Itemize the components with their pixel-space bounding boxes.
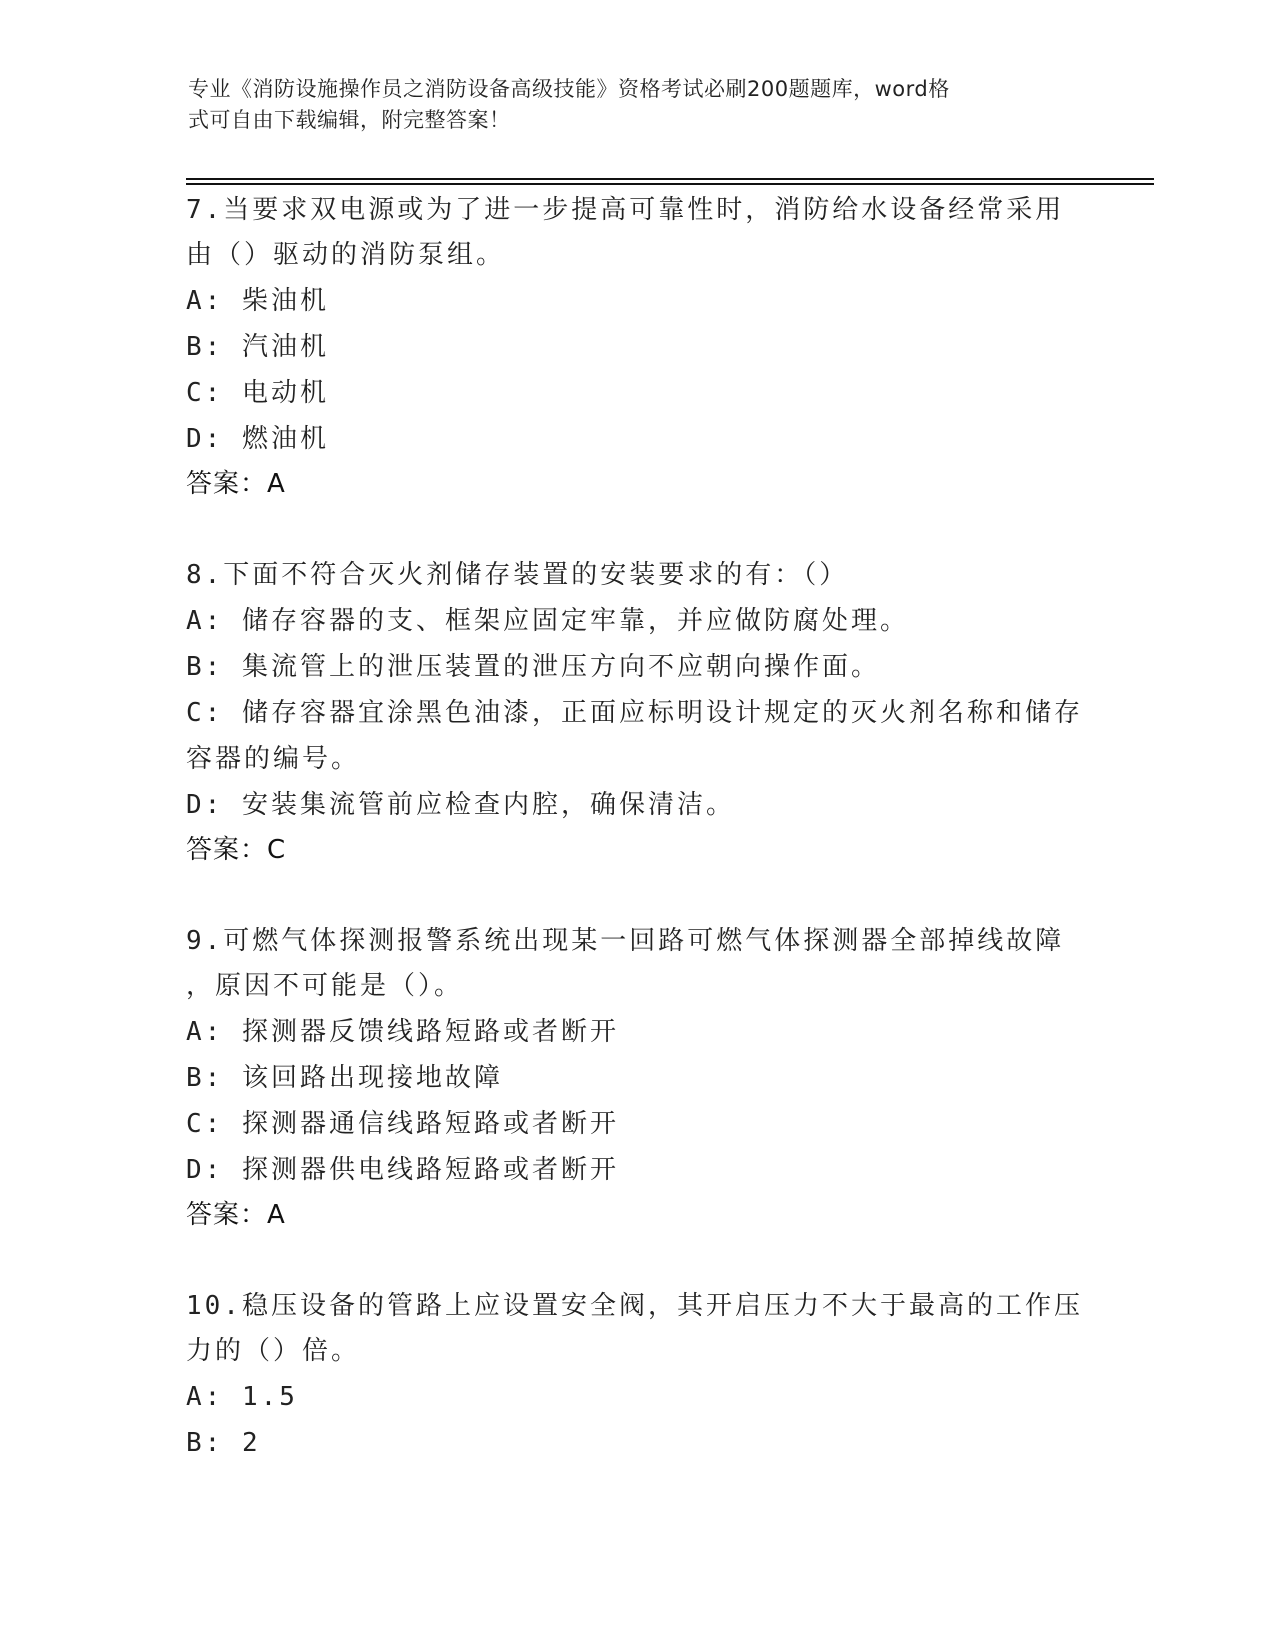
option-a: A: 储存容器的支、框架应固定牢靠，并应做防腐处理。 <box>186 606 909 636</box>
option-d: D: 安装集流管前应检查内腔，确保清洁。 <box>186 790 735 820</box>
option-a: A: 1.5 <box>186 1382 298 1412</box>
option-b: B: 该回路出现接地故障 <box>186 1063 503 1093</box>
question-8 <box>186 553 1086 873</box>
option-c: C: 探测器通信线路短路或者断开 <box>186 1109 619 1139</box>
question-text: 力的（）倍。 <box>186 1336 361 1366</box>
answer: 答案：A <box>186 469 286 499</box>
question-text: 10.稳压设备的管路上应设置安全阀，其开启压力不大于最高的工作压 <box>186 1291 1083 1321</box>
question-text: ，原因不可能是（）。 <box>186 971 464 1001</box>
option-d: D: 燃油机 <box>186 424 329 454</box>
question-text: 由（）驱动的消防泵组。 <box>186 240 506 270</box>
option-d: D: 探测器供电线路短路或者断开 <box>186 1155 619 1185</box>
question-text: 8.下面不符合灭火剂储存装置的安装要求的有：（） <box>186 560 849 590</box>
option-a: A: 柴油机 <box>186 286 329 316</box>
option-b: B: 汽油机 <box>186 332 329 362</box>
option-b: B: 集流管上的泄压装置的泄压方向不应朝向操作面。 <box>186 652 880 682</box>
question-9 <box>186 919 1086 1238</box>
option-c-continued: 容器的编号。 <box>186 744 361 774</box>
option-c: C: 电动机 <box>186 378 329 408</box>
option-b: B: 2 <box>186 1428 261 1458</box>
header-line-1: 专业《消防设施操作员之消防设备高级技能》资格考试必刷200题题库，word格 <box>188 77 950 101</box>
question-text: 9.可燃气体探测报警系统出现某一回路可燃气体探测器全部掉线故障 <box>186 926 1065 956</box>
header-divider-bottom <box>186 183 1154 185</box>
header-divider-top <box>186 178 1154 180</box>
header-line-2: 式可自由下载编辑，附完整答案！ <box>188 108 511 132</box>
answer: 答案：A <box>186 1200 286 1230</box>
question-7 <box>186 188 1086 507</box>
answer: 答案：C <box>186 835 287 865</box>
question-10 <box>186 1284 1086 1466</box>
question-list <box>186 188 1086 1512</box>
question-text: 7.当要求双电源或为了进一步提高可靠性时，消防给水设备经常采用 <box>186 195 1065 225</box>
document-header <box>188 74 1068 136</box>
option-c: C: 储存容器宜涂黑色油漆，正面应标明设计规定的灭火剂名称和储存 <box>186 698 1083 728</box>
option-a: A: 探测器反馈线路短路或者断开 <box>186 1017 619 1047</box>
